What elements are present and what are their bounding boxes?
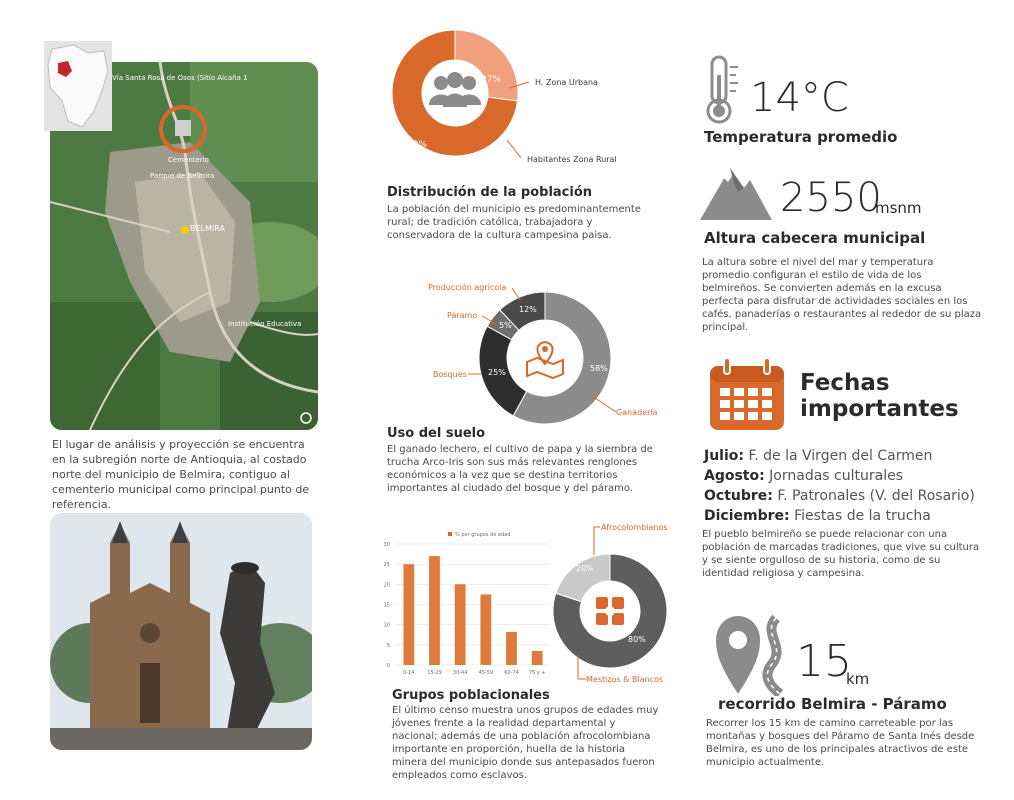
date-month: Octubre: (704, 488, 773, 504)
map-top-label: Vía Santa Rosa de Osos (Sitio Alcaña 1 (112, 74, 248, 82)
map-label-institucion: Institución Educativa (228, 320, 302, 328)
ethnic-chart (548, 515, 688, 690)
bar-legend-label: % por grupos de edad (455, 532, 511, 538)
land-paramo-pct: 5% (499, 321, 512, 330)
bar-ytick-label: 20 (383, 582, 390, 589)
ethnic-slice-0 (556, 554, 610, 602)
date-event: Jornadas culturales (769, 468, 903, 484)
bar-30-44 (455, 584, 466, 665)
bar-ytick-label: 5 (386, 642, 390, 649)
land-paramo-label: Páramo (447, 311, 478, 320)
land-ganaderia-pct: 58% (590, 364, 608, 373)
date-item (704, 486, 1004, 506)
people-icon (429, 72, 481, 107)
date-item (704, 506, 1004, 526)
date-event: F. Patronales (V. del Rosario) (777, 488, 975, 504)
map-label-parque: Parque de Belmira (150, 172, 215, 180)
date-item (704, 446, 1004, 466)
date-month: Julio: (704, 448, 744, 464)
eth-mestizo-label: Mestizos & Blancos (586, 675, 664, 684)
temperature-value: 14°C (750, 75, 849, 121)
land-use-text: El ganado lechero, el cultivo de papa y la siembra de trucha Arco-Iris son sus más relevantes renglones económicos a la vez que se destina territorios importantes al ciudado del bosque y del páramo. (387, 444, 653, 494)
bar-xtick-label: 0-14 (403, 670, 415, 676)
dates-list (704, 446, 1004, 526)
pop-urban-label: H. Zona Urbana (535, 78, 598, 87)
bar-ytick-label: 15 (383, 602, 390, 609)
altitude-label: Altura cabecera municipal (704, 229, 926, 247)
land-use-chart (420, 278, 670, 428)
dates-text: El pueblo belmireño se puede relacionar con una población de marcadas tradiciones, que vive su cultura y se siente orgulloso de su historia, como de su identidad religiosa y campesina. (702, 529, 980, 579)
map-label-cementerio: Cementerio (168, 156, 209, 164)
bar-xtick-label: 60-74 (504, 670, 519, 676)
date-event: F. de la Virgen del Carmen (748, 448, 933, 464)
mountain-icon (700, 162, 772, 222)
land-ganaderia-label: Ganadería (616, 408, 658, 417)
population-title: Distribución de la población (387, 185, 593, 200)
date-event: Fiestas de la trucha (794, 508, 931, 524)
location-text: El lugar de análisis y proyección se encuentra en la subregión norte de Antioquia, al costado norte del municipio de Belmira, contiguo al cementerio municipal como principal punto de referencia. (52, 438, 310, 511)
bar-15-29 (429, 556, 440, 665)
bar-ytick-label: 25 (383, 562, 390, 569)
population-text: La población del municipio es predominantemente rural; de tradición católica, trabajadora y conservadora de la cultura campesina paisa. (387, 204, 641, 241)
map-pin-icon (527, 342, 563, 378)
dates-title-line1: Fechas (800, 370, 890, 396)
date-month: Agosto: (704, 468, 765, 484)
pop-rural-label: Habitantes Zona Rural (527, 155, 617, 164)
route-icon (716, 614, 796, 696)
population-slice-0 (455, 30, 518, 101)
thermometer-icon (702, 55, 746, 125)
bar-ytick-label: 0 (386, 663, 390, 669)
route-value: 15 (796, 636, 852, 687)
bar-xtick-label: 45-59 (478, 670, 494, 676)
bar-xtick-label: 30-44 (452, 670, 468, 676)
eth-mestizo-pct: 80% (628, 635, 646, 644)
altitude-text: La altura sobre el nivel del mar y temperatura promedio configuran el estilo de vida de los belmireños. Se convierten además en la excusa perfecta para disfrutar de actividades sociales en los cafés, panaderías o restaurantes al rededor de su plaza principal. (702, 257, 982, 333)
population-chart (385, 30, 625, 180)
location-minimap (44, 41, 112, 131)
pop-rural-pct: 73% (407, 140, 428, 150)
route-unit: km (846, 670, 870, 688)
bar-75 y + (532, 651, 543, 665)
hands-icon (596, 597, 624, 625)
bar-ytick-label: 10 (383, 622, 390, 629)
land-agricola-pct: 12% (519, 305, 537, 314)
age-groups-text: El último censo muestra unos grupos de edades muy jóvenes frente a la realidad departamental y nacional; además de una población afrocolombiana importante en proporción, huella de la historia minera del municipio donde sus antepasados fueron empleados como esclavos. (392, 705, 659, 781)
age-groups-title: Grupos poblacionales (392, 688, 550, 703)
altitude-unit: msnm (875, 199, 922, 217)
bar-legend-swatch (448, 532, 452, 536)
bar-ytick-label: 30 (383, 542, 390, 548)
town-marker (181, 226, 189, 234)
date-month: Diciembre: (704, 508, 790, 524)
bar-0-14 (403, 564, 414, 665)
land-agricola-label: Producción agrícola (428, 283, 507, 292)
temperature-label: Temperatura promedio (704, 128, 898, 146)
bar-xtick-label: 15-29 (427, 670, 442, 676)
route-text: Recorrer los 15 km de camino carreteable por las montañas y bosques del Páramo de Santa Inés desde Belmira, es uno de los principales atractivos de este municipio actualmente. (706, 718, 975, 768)
age-bar-chart (370, 526, 555, 681)
altitude-value: 2550 (780, 175, 882, 221)
calendar-icon (708, 356, 786, 432)
route-label: recorrido Belmira - Páramo (718, 695, 947, 713)
church-photo (50, 513, 312, 750)
bar-xtick-label: 75 y + (528, 670, 546, 676)
eth-afro-label: Afrocolombianos (601, 523, 668, 532)
pop-urban-pct: 27% (481, 75, 502, 85)
eth-afro-pct: 20% (576, 564, 594, 573)
land-bosques-label: Bosques (433, 370, 467, 379)
bar-60-74 (506, 632, 517, 665)
dates-title-line2: importantes (800, 396, 959, 422)
map-label-belmira: BELMIRA (190, 224, 225, 233)
land-use-title: Uso del suelo (387, 426, 486, 441)
land-bosques-pct: 25% (488, 368, 506, 377)
date-item (704, 466, 1004, 486)
bar-45-59 (480, 594, 491, 665)
